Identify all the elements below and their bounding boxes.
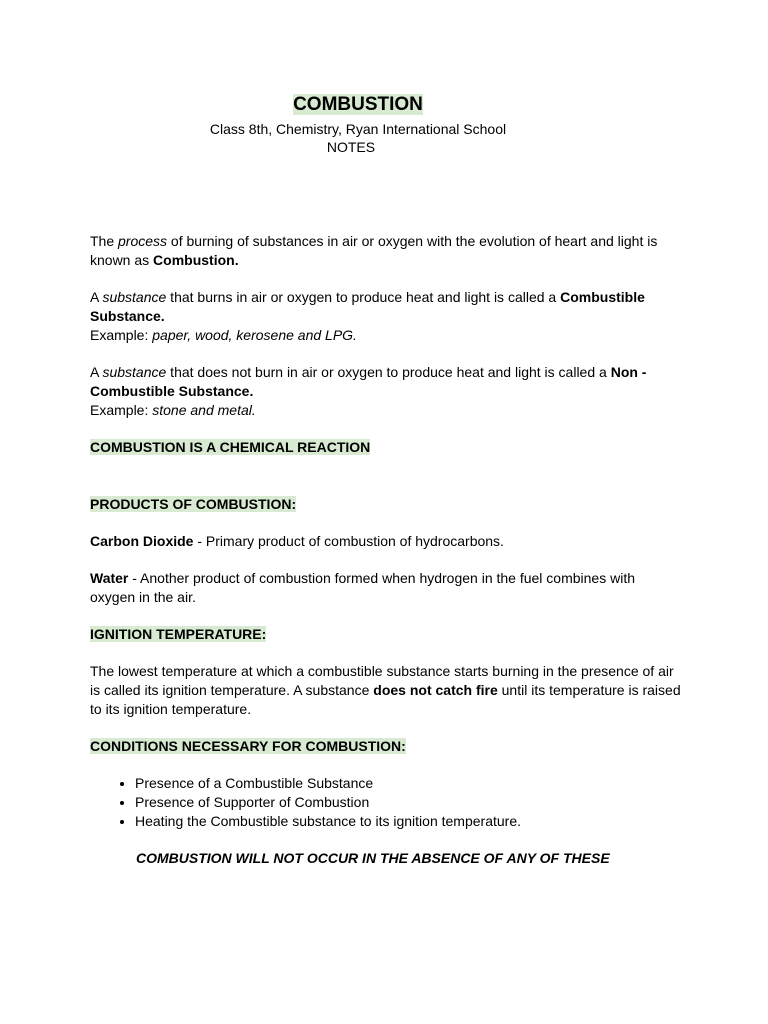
combustible-text: A xyxy=(90,289,103,305)
ignition-paragraph xyxy=(90,662,682,719)
intro-term: Combustion. xyxy=(153,252,239,268)
example-label: Example: xyxy=(90,327,153,343)
intro-paragraph xyxy=(90,232,682,270)
intro-text: The xyxy=(90,233,119,249)
intro-emphasis: process xyxy=(118,233,168,249)
example-label: Example: xyxy=(90,402,153,418)
non-combustible-text: A xyxy=(90,364,103,380)
non-combustible-example xyxy=(90,401,682,420)
example-value: stone and metal. xyxy=(152,402,256,418)
document-title: COMBUSTION xyxy=(293,94,423,115)
co2-term: Carbon Dioxide xyxy=(90,533,194,549)
list-item: • Presence of a Combustible Substance xyxy=(135,774,682,793)
notes-label: NOTES xyxy=(326,139,376,155)
combustible-example xyxy=(90,326,682,345)
list-item: • Presence of Supporter of Combustion xyxy=(135,793,682,812)
co2-description: - Primary product of combustion of hydrocarbons. xyxy=(193,533,504,549)
water-paragraph xyxy=(90,569,682,607)
reaction-heading-wrap xyxy=(90,438,682,457)
document-subtitle: Class 8th, Chemistry, Ryan International School xyxy=(209,121,507,137)
combustible-text: that burns in air or oxygen to produce heat and light is called a xyxy=(166,289,561,305)
non-combustible-term: Non - Combustible Substance. xyxy=(90,364,647,399)
intro-text: of burning of substances in air or oxygen with the evolution of heart and light is known as xyxy=(90,233,658,268)
combustible-term: Combustible Substance. xyxy=(90,289,645,324)
conditions-list xyxy=(90,774,682,831)
water-term: Water xyxy=(90,570,129,586)
list-item: • Heating the Combustible substance to its ignition temperature. xyxy=(135,812,682,831)
water-description: - Another product of combustion formed when hydrogen in the fuel combines with oxygen in the air. xyxy=(90,570,636,605)
reaction-heading: COMBUSTION IS A CHEMICAL REACTION xyxy=(90,439,371,455)
products-heading: PRODUCTS OF COMBUSTION: xyxy=(90,496,297,512)
example-value: paper, wood, kerosene and LPG. xyxy=(152,327,357,343)
combustible-paragraph xyxy=(90,288,682,326)
document-body xyxy=(90,232,682,886)
conditions-note: COMBUSTION WILL NOT OCCUR IN THE ABSENCE OF ANY OF THESE xyxy=(136,850,610,866)
non-combustible-text: that does not burn in air or oxygen to produce heat and light is called a xyxy=(166,364,611,380)
ignition-text: until its temperature is raised to its ignition temperature. xyxy=(90,682,681,717)
combustible-emphasis: substance xyxy=(102,289,167,305)
ignition-heading-wrap xyxy=(90,625,682,644)
non-combustible-emphasis: substance xyxy=(102,364,167,380)
ignition-emphasis: does not catch fire xyxy=(373,682,498,698)
ignition-text: The lowest temperature at which a combustible substance starts burning in the presence of air is called its ignition temperature. A substance xyxy=(90,663,674,698)
ignition-heading: IGNITION TEMPERATURE: xyxy=(90,626,267,642)
document-title-wrap xyxy=(0,93,716,117)
products-heading-wrap xyxy=(90,495,682,514)
co2-paragraph xyxy=(90,532,682,551)
conditions-heading: CONDITIONS NECESSARY FOR COMBUSTION: xyxy=(90,738,406,754)
conditions-heading-wrap xyxy=(90,737,682,756)
non-combustible-paragraph xyxy=(90,363,682,401)
